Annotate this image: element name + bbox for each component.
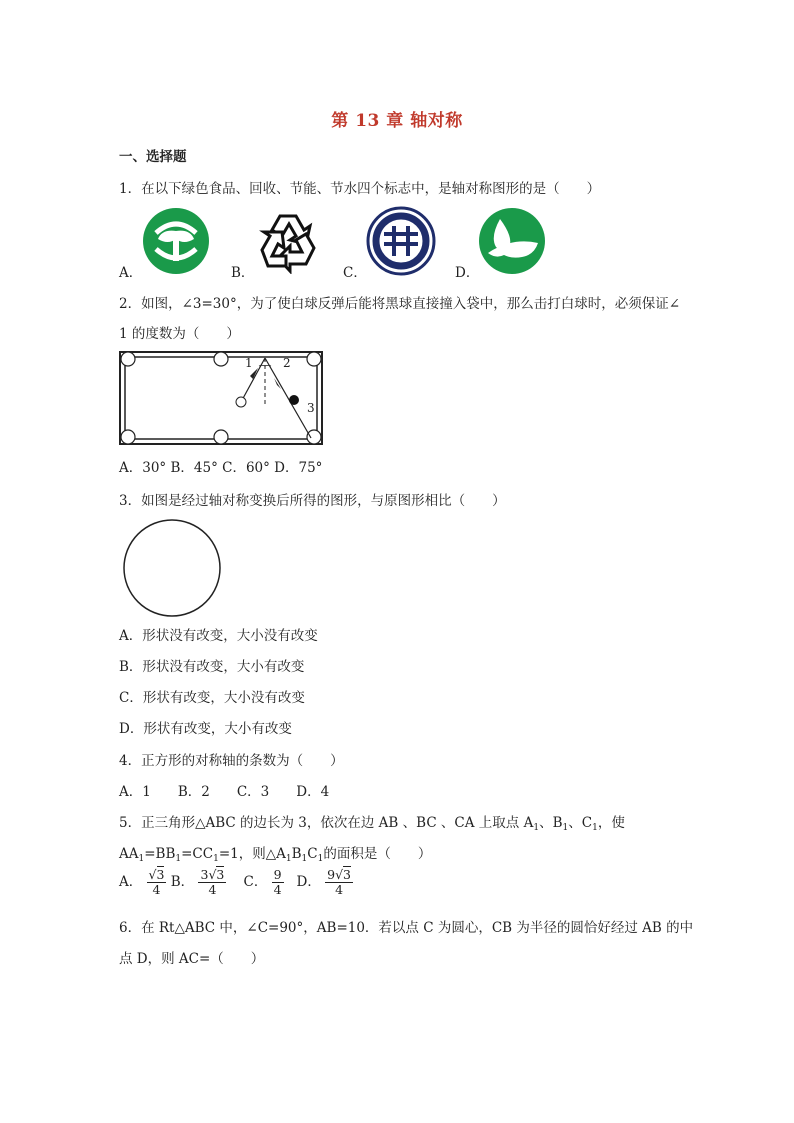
option-c-fraction: $\frac{9}{4}$: [273, 867, 282, 897]
question-3-option-a: A．形状没有改变，大小没有改变: [119, 628, 318, 644]
question-4-options: A．1 B．2 C．3 D．4: [119, 784, 330, 800]
option-d-fraction: $\frac{9√3}{4}$: [327, 867, 351, 897]
question-1-text: 1．在以下绿色食品、回收、节能、节水四个标志中，是轴对称图形的是（ ）: [119, 181, 601, 197]
water-saving-logo-icon: [478, 207, 546, 275]
angle-2-label: 2: [283, 356, 291, 370]
question-2-options: A．30° B．45° C．60° D．75°: [119, 460, 323, 476]
question-3-option-c: C．形状有改变，大小没有改变: [119, 690, 305, 706]
section-heading: 一、选择题: [119, 149, 187, 165]
question-5-options: A． $\frac{√3}{4}$ B． $\frac{3√3}{4}$ C． $\frac{9}{4}$ D． $\frac{9√3}{4}$: [119, 867, 351, 897]
q1-option-d-label: D．: [455, 265, 480, 281]
question-3-option-d: D．形状有改变，大小有改变: [119, 721, 292, 737]
question-2-text-line2: 1 的度数为（ ）: [119, 326, 240, 342]
billiard-table-diagram: [119, 350, 324, 446]
question-3-option-b: B．形状没有改变，大小有改变: [119, 659, 305, 675]
question-6-text-line2: 点 D，则 AC=（ ）: [119, 951, 265, 967]
option-b-fraction: $\frac{3√3}{4}$: [200, 867, 225, 897]
question-2-text-line1: 2．如图，∠3=30°，为了使白球反弹后能将黑球直接撞入袋中，那么击打白球时，必须保证∠: [119, 296, 681, 312]
angle-3-label: 3: [307, 401, 315, 415]
angle-1-label: 1: [245, 356, 253, 370]
q1-option-c-label: C．: [343, 265, 367, 281]
question-5-text-line1: 5．正三角形△ABC 的边长为 3，依次在边 AB 、BC 、CA 上取点 $A_1$、$B_1$、$C_1$，使: [119, 815, 625, 833]
energy-saving-logo-icon: [366, 206, 436, 276]
question-5-text-line2: $AA_1=BB_1=CC_1=1$，则$\triangle A_1B_1C_1$的面积是（ ）: [119, 846, 432, 864]
option-a-fraction: $\frac{√3}{4}$: [148, 867, 165, 897]
recycle-logo-icon: [254, 208, 322, 274]
question-4-text: 4．正方形的对称轴的条数为（ ）: [119, 753, 344, 769]
chapter-title: 第 13 章 轴对称: [331, 111, 463, 131]
question-3-text: 3．如图是经过轴对称变换后所得的图形，与原图形相比（ ）: [119, 493, 506, 509]
green-food-logo-icon: [142, 207, 210, 275]
question-6-text-line1: 6．在 Rt△ABC 中，∠C=90°，AB=10．若以点 C 为圆心，CB 为半径的圆恰好经过 AB 的中: [119, 920, 694, 936]
circle-figure: [120, 518, 224, 618]
q1-option-a-label: A．: [119, 265, 143, 281]
q1-option-b-label: B．: [231, 265, 255, 281]
